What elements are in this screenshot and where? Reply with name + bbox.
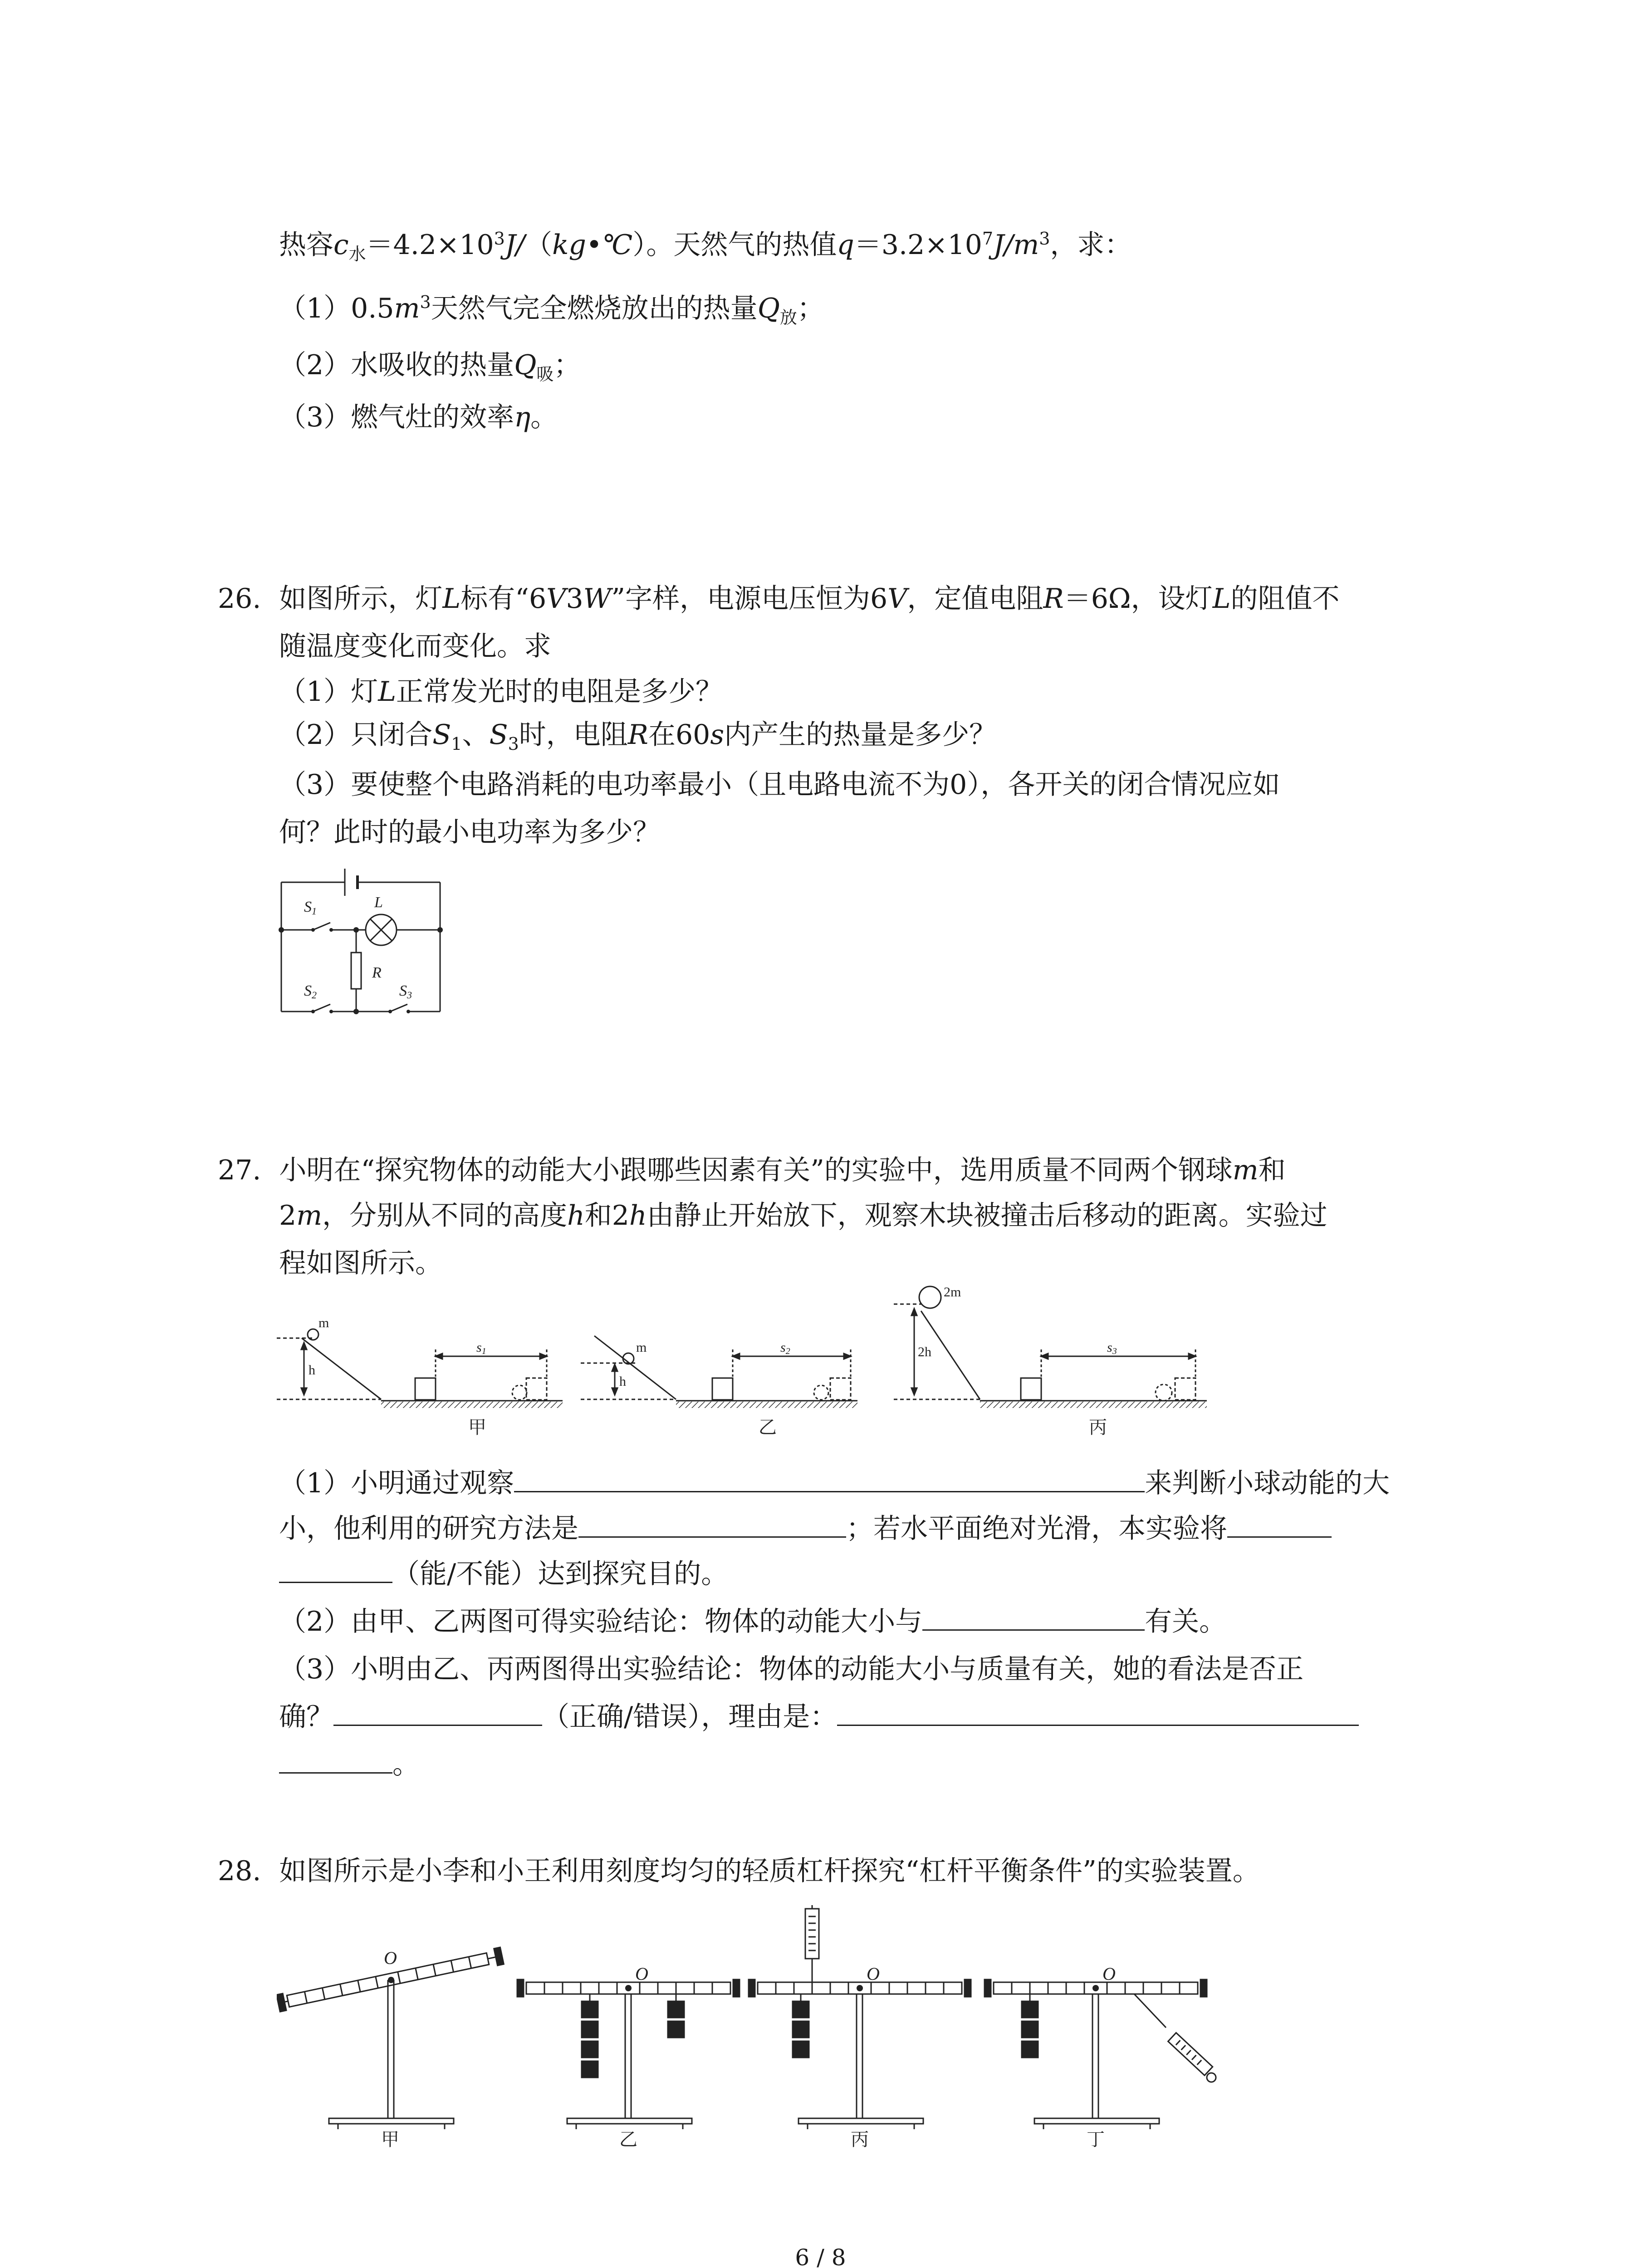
- q27-line-3: 程如图所示。: [279, 1247, 442, 1279]
- caption-lever-jia: 甲: [381, 2129, 399, 2150]
- q26-part-2: （2）只闭合$S_1$、$S_3$时，电阻R在60s内产生的热量是多少？: [279, 719, 997, 754]
- jia-height: h: [309, 1363, 315, 1378]
- q26-line-2: 随温度变化而变化。求: [279, 631, 551, 662]
- q27-line-2: 2m，分别从不同的高度h和2h由静止开始放下，观察木块被撞击后移动的距离。实验过: [279, 1200, 1327, 1232]
- answer-blank-1[interactable]: [514, 1466, 1145, 1492]
- kinetic-energy-figure: [277, 1284, 1211, 1438]
- label-s3: S3: [399, 982, 412, 1001]
- q26-number: 26.: [218, 583, 261, 615]
- q27-part-2: （2）由甲、乙两图可得实验结论：物体的动能大小与 有关。: [279, 1603, 1226, 1640]
- pivot-label-ding: O: [1102, 1964, 1116, 1984]
- bing-mass: 2m: [944, 1285, 961, 1300]
- pivot-label-bing: O: [867, 1964, 880, 1984]
- q27-part-3-line-3: 。: [279, 1746, 420, 1783]
- label-s2: S2: [304, 982, 317, 1001]
- q25-part-1: $(1)0.5m^3$天然气完全燃烧放出的热量$Q_放$；: [279, 292, 824, 327]
- q26-part-3-cont: 何？此时的最小电功率为多少？: [279, 816, 660, 848]
- q25-part-3: （3）燃气灶的效率η。: [279, 401, 558, 433]
- q27-line-1: 27. 小明在“探究物体的动能大小跟哪些因素有关”的实验中，选用质量不同两个钢球m和: [218, 1154, 1286, 1186]
- answer-blank-3a[interactable]: [1227, 1511, 1332, 1538]
- answer-blank-4[interactable]: [922, 1604, 1145, 1631]
- answer-blank-2[interactable]: [578, 1511, 846, 1538]
- circuit-diagram: [277, 857, 449, 1021]
- answer-blank-6a[interactable]: [837, 1699, 1359, 1726]
- caption-jia: 甲: [468, 1417, 486, 1437]
- label-r: R: [372, 964, 382, 981]
- jia-distance: s1: [476, 1340, 486, 1356]
- jia-mass: m: [318, 1315, 329, 1330]
- answer-blank-5[interactable]: [333, 1699, 542, 1726]
- label-s1: S1: [304, 899, 317, 917]
- bing-height: 2h: [918, 1344, 931, 1359]
- answer-blank-3b[interactable]: [279, 1556, 392, 1583]
- lever-figure: [277, 1896, 1243, 2150]
- q26-part-1: （1）灯L正常发光时的电阻是多少？: [279, 676, 723, 708]
- q27-part-3-line-2: 确？ （正确/错误），理由是：: [279, 1699, 1359, 1735]
- q27-part-1-line-2: 小，他利用的研究方法是 ；若水平面绝对光滑，本实验将: [279, 1510, 1332, 1547]
- label-l: L: [374, 894, 383, 911]
- yi-distance: s2: [780, 1340, 790, 1356]
- pivot-label-jia: O: [384, 1948, 397, 1968]
- q27-part-1-line-1: （1）小明通过观察 来判断小球动能的大: [279, 1465, 1390, 1501]
- caption-bing: 丙: [1089, 1417, 1107, 1437]
- q26-line-1: 26. 如图所示，灯L标有“6V3W”字样，电源电压恒为6V，定值电阻R＝6Ω，设灯L的阻值不: [218, 583, 1340, 615]
- caption-lever-ding: 丁: [1087, 2129, 1105, 2150]
- q27-part-3-line-1: （3）小明由乙、丙两图得出实验结论：物体的动能大小与质量有关，她的看法是否正: [279, 1653, 1304, 1685]
- answer-blank-6b[interactable]: [279, 1747, 392, 1774]
- q27-number: 27.: [218, 1154, 261, 1186]
- q27-part-1-line-3: （能/不能）达到探究目的。: [279, 1556, 728, 1592]
- caption-lever-bing: 丙: [851, 2129, 869, 2150]
- page-number: 6 / 8: [795, 2244, 846, 2268]
- caption-yi: 乙: [759, 1417, 777, 1437]
- q28-line-1: 28. 如图所示是小李和小王利用刻度均匀的轻质杠杆探究“杠杆平衡条件”的实验装置。: [218, 1855, 1260, 1887]
- pivot-label-yi: O: [635, 1964, 648, 1984]
- q25-line-1: 热容$c_水=4.2\times 10^3J/(kg•℃)$。天然气的热值$q=3.2\times 10^7J/m^3$，求：: [279, 229, 1132, 264]
- q28-number: 28.: [218, 1855, 261, 1887]
- bing-distance: s3: [1107, 1340, 1117, 1356]
- yi-height: h: [619, 1374, 626, 1389]
- yi-mass: m: [636, 1340, 647, 1355]
- q26-part-3: （3）要使整个电路消耗的电功率最小（且电路电流不为0），各开关的闭合情况应如: [279, 769, 1280, 801]
- q25-part-2: （2）水吸收的热量$Q_吸$；: [279, 349, 581, 384]
- caption-lever-yi: 乙: [619, 2129, 637, 2150]
